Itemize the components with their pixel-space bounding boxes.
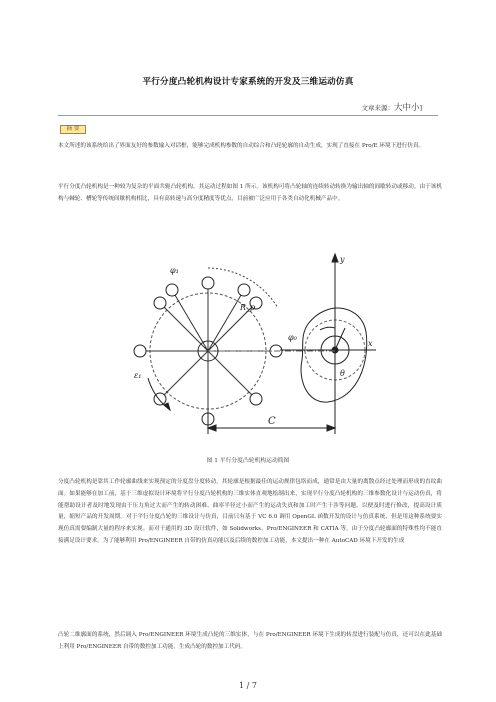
label-phi0: φ₀ <box>288 333 297 342</box>
label-C: C <box>268 416 276 427</box>
label-y: y <box>340 255 345 264</box>
abstract-badge: 摘 要 <box>60 125 86 134</box>
body-paragraph-2: 凸轮二维廓面的系统，然后调入 Pro/ENGINEER 环境生成凸轮的三维实体，与在 Pro/ENGINEER 环境下生成的转盘进行装配与仿真，还可以在此基础上利用 Pro/ENGINEER 自带的数控加工功能，生成凸轮的数控加工代码。 <box>58 632 442 650</box>
source-prefix: 文章来源： <box>361 104 394 112</box>
font-size-links[interactable]: 大中小 <box>393 103 420 113</box>
label-Rp: R_p <box>240 303 256 312</box>
label-theta: θ <box>340 369 345 378</box>
abstract-paragraph: 本文所述的该系统给出了界面友好的参数输入对话框，能够完成机构参数的自动综合和凸轮轮廓的自动生成，实现了直接在 Pro/E 环境下进行仿真。 <box>58 143 425 149</box>
label-eps1: ε₁ <box>134 371 142 380</box>
page-number: 1 / 7 <box>239 681 257 690</box>
article-source <box>361 101 422 113</box>
figure-caption: 图 1 平行分度凸轮机构运动简图 <box>206 458 290 464</box>
header-divider <box>58 115 438 116</box>
document-title: 平行分度凸轮机构设计专家系统的开发及三维运动仿真 <box>142 77 354 87</box>
label-x: x <box>368 339 373 348</box>
mechanism-diagram <box>130 228 376 448</box>
label-phi1: φ₁ <box>170 266 179 275</box>
mechanism-figure <box>130 228 376 448</box>
source-bracket: ] <box>419 104 422 112</box>
intro-paragraph: 平行分度凸轮机构是一种较为复杂的平面共轭凸轮机构，其运动过程如图 1 所示。该机构可将凸轮轴的连续转动转换为输出轴的间歇转动或移动。由于该机构与棘轮、槽轮等传统间歇机构相比，具有高转速与高分度精度等优点，目前被广泛应用于各类自动化机械产品中。 <box>58 184 442 202</box>
body-paragraph-1: 分度凸轮机构是靠其工作轮廓曲线来实现预定的分度盘分度转动，其轮廓是根据最佳的运动规律包络而成，通常是由大量的离散点经过处理而形成的直纹曲面。如果能够在加工前，基于三维虚拟设计环境将平行分度凸轮机构的三维实体直观地绘制出来，实现平行分度凸轮机构的三维参数化设计与运动仿真，将能帮助设计者及时地发现由于压力角过大而产生的转动困难、曲率半径过小而产生的运动失真和加工时产生干涉等问题，以便及时进行修改，提高设计质量，缩短产品的开发周期。对于平行分度凸轮的三维设计与仿真，目前只有基于 VC 6.0 调用 OpenGL 函数开发的设计与仿真系统，但是用这种系统要实现仿真需要编制大量的程序来实现。而对于通用的 3D 设计软件，如 Solidworks、Pro/ENGINEER 和 CATIA 等，由于分度凸轮廓面的特殊性均不能直接满足设计要求。为了能够利用 Pro/ENGINEER 自带的仿真功能以及后续的数控加工功能，本文提出一种在 AutoCAD 环境下开发的生成 <box>58 479 442 544</box>
